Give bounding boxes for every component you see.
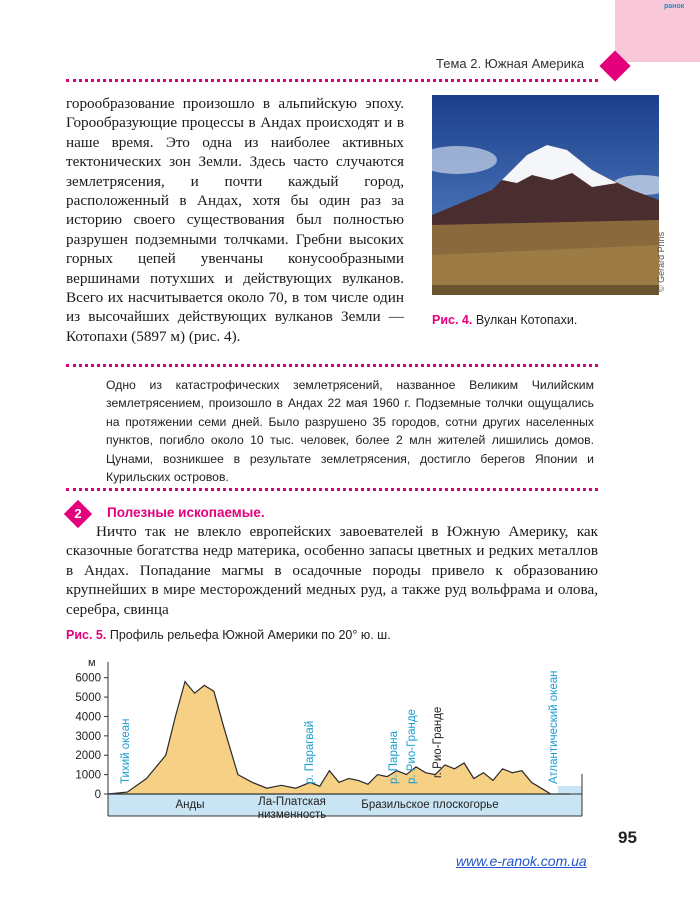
corner-tab <box>615 0 700 62</box>
fact-top-divider <box>66 364 598 367</box>
header-divider <box>66 79 598 82</box>
y-axis-unit: м <box>88 657 96 669</box>
publisher-logo: ранок <box>664 3 685 10</box>
region-label: Анды <box>175 799 205 811</box>
figure-5-caption <box>66 628 391 642</box>
vertical-label: Атлантический океан <box>548 670 560 784</box>
section-title: Полезные ископаемые. <box>107 505 265 520</box>
relief-profile-chart <box>60 656 600 829</box>
cotopaxi-photo <box>432 95 659 295</box>
figure-5-label: Рис. 5. <box>66 628 107 642</box>
atlantic-water <box>558 786 582 816</box>
fact-bottom-divider <box>66 488 598 491</box>
y-tick-label: 0 <box>94 789 101 801</box>
photo-credit: © Gerard Prins <box>656 231 666 292</box>
y-tick-label: 1000 <box>75 769 101 782</box>
vertical-label: р. Парана <box>388 731 400 784</box>
region-label: Бразильское плоскогорье <box>361 799 499 811</box>
figure-5-text: Профиль рельефа Южной Америки по 20° ю. ш. <box>109 628 391 642</box>
body-paragraph-1: горообразование произошло в альпийскую эпоху. Горообразующие процессы в Андах происходят и в наше время. Это одна из наиболее активных тектонических зон Земли. Здесь часто случаются землетрясения, и почти каждый город, расположенный в Андах, хотя бы один раз за историю своего существования был полностью разрушен подземными толчками. Гребни высоких горных цепей увенчаны конусообразными вершинами потухших и действующих вулканов. Всего их насчитывается около 70, в том числе один из высочайших действующих вулканов Земли — Котопахи (5897 м) (рис. 4). <box>66 95 404 345</box>
region-label: Ла-Платская <box>258 796 326 808</box>
y-tick-label: 4000 <box>75 711 101 724</box>
page-number: 95 <box>618 828 637 847</box>
y-tick-label: 3000 <box>75 730 101 743</box>
publisher-link[interactable]: www.e-ranok.com.ua <box>456 853 587 869</box>
y-tick-label: 6000 <box>75 672 101 685</box>
earthquake-fact-box: Одно из катастрофических землетрясений, названное Великим Чилийским землетрясением, произошло в Андах 22 мая 1960 г. Подземные толчки ощущались на протяжении семи дней. Было разрушено 35 городов, сотни других населенных пунктов, погибло около 10 тыс. человек, более 2 млн жителей лишились домов. Цунами, возникшее в результате землетрясения, достигло берегов Японии и Курильских островов. <box>106 378 594 485</box>
relief-profile-svg <box>60 656 600 824</box>
y-tick-label: 5000 <box>75 692 101 705</box>
vertical-label: р. Рио-Гранде <box>406 709 418 784</box>
region-label-line2: низменность <box>257 809 327 821</box>
section-number-badge: 2 <box>64 500 92 528</box>
figure-4-caption <box>432 313 577 327</box>
relief-profile-area <box>108 682 570 794</box>
y-tick-label: 2000 <box>75 750 101 763</box>
vertical-label: г. Рио-Гранде <box>432 706 444 778</box>
page-topic-title: Тема 2. Южная Америка <box>436 56 585 71</box>
figure-4-text: Вулкан Котопахи. <box>475 313 578 327</box>
body-paragraph-2: Ничто так не влекло европейских завоевателей в Южную Америку, как сказочные богатства недр материка, особенно запасы цветных и редких металлов в Андах. Попадание магмы в осадочные породы привело к образованию крупнейших в мире месторождений медных руд, а также руд вольфрама и олова, серебра, свинца <box>66 523 598 618</box>
vertical-label: Тихий океан <box>120 718 132 784</box>
figure-4-label: Рис. 4. <box>432 313 473 327</box>
vertical-label: р. Парагвай <box>304 720 316 784</box>
